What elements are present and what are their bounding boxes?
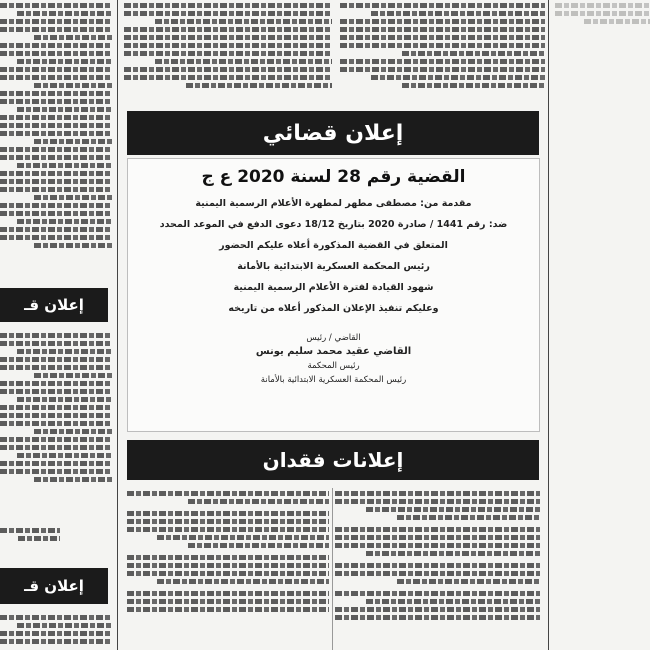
left-column-text-2 bbox=[0, 330, 112, 510]
top-column-text-a bbox=[124, 0, 332, 100]
judicial-notice-body bbox=[140, 193, 527, 319]
signature-line: رئيس المحكمة bbox=[307, 361, 360, 371]
left-notice-banner-2: إعلان قـ bbox=[0, 568, 108, 604]
judicial-notice-box bbox=[127, 158, 540, 432]
column-rule bbox=[548, 0, 549, 650]
column-rule bbox=[117, 0, 118, 650]
left-column-text-4 bbox=[0, 612, 112, 650]
body-line: رئيس المحكمة العسكرية الابتدائية بالأمانة bbox=[237, 261, 430, 272]
left-column-text-3 bbox=[0, 525, 60, 555]
body-line: وعليكم تنفيذ الإعلان المذكور أعلاه من تاريخه bbox=[228, 303, 439, 314]
right-column-text bbox=[555, 0, 650, 650]
lost-notices-divider bbox=[332, 488, 333, 650]
judicial-notice-banner: إعلان قضائي bbox=[127, 111, 539, 155]
signature-name: القاضي عقيد محمد سليم يونس bbox=[255, 346, 412, 357]
body-line: شهود القيادة لفترة الأعلام الرسمية اليمنية bbox=[233, 282, 434, 293]
signature-line: رئيس المحكمة العسكرية الابتدائية بالأمانة bbox=[260, 375, 407, 385]
lost-notices-banner: إعلانات فقدان bbox=[127, 440, 539, 480]
left-notice-banner: إعلان قـ bbox=[0, 288, 108, 322]
case-number: القضية رقم 28 لسنة 2020 ع ج bbox=[201, 167, 466, 187]
lost-notices-col-left bbox=[127, 488, 329, 650]
lost-notices-col-right bbox=[335, 488, 540, 650]
body-line: المتعلق في القضية المذكورة أعلاه عليكم الحضور bbox=[219, 240, 448, 251]
body-line: مقدمة من: مصطفى مطهر لمطهرة الأعلام الرسمية اليمنية bbox=[195, 198, 472, 209]
top-column-text-b bbox=[340, 0, 545, 100]
signature-line: القاضي / رئيس bbox=[306, 333, 361, 343]
signature-block bbox=[128, 331, 539, 387]
body-line: ضد: رقم 1441 / صادرة 2020 بتاريخ 18/12 دعوى الدفع في الموعد المحدد bbox=[159, 219, 508, 230]
left-column-text bbox=[0, 0, 112, 280]
